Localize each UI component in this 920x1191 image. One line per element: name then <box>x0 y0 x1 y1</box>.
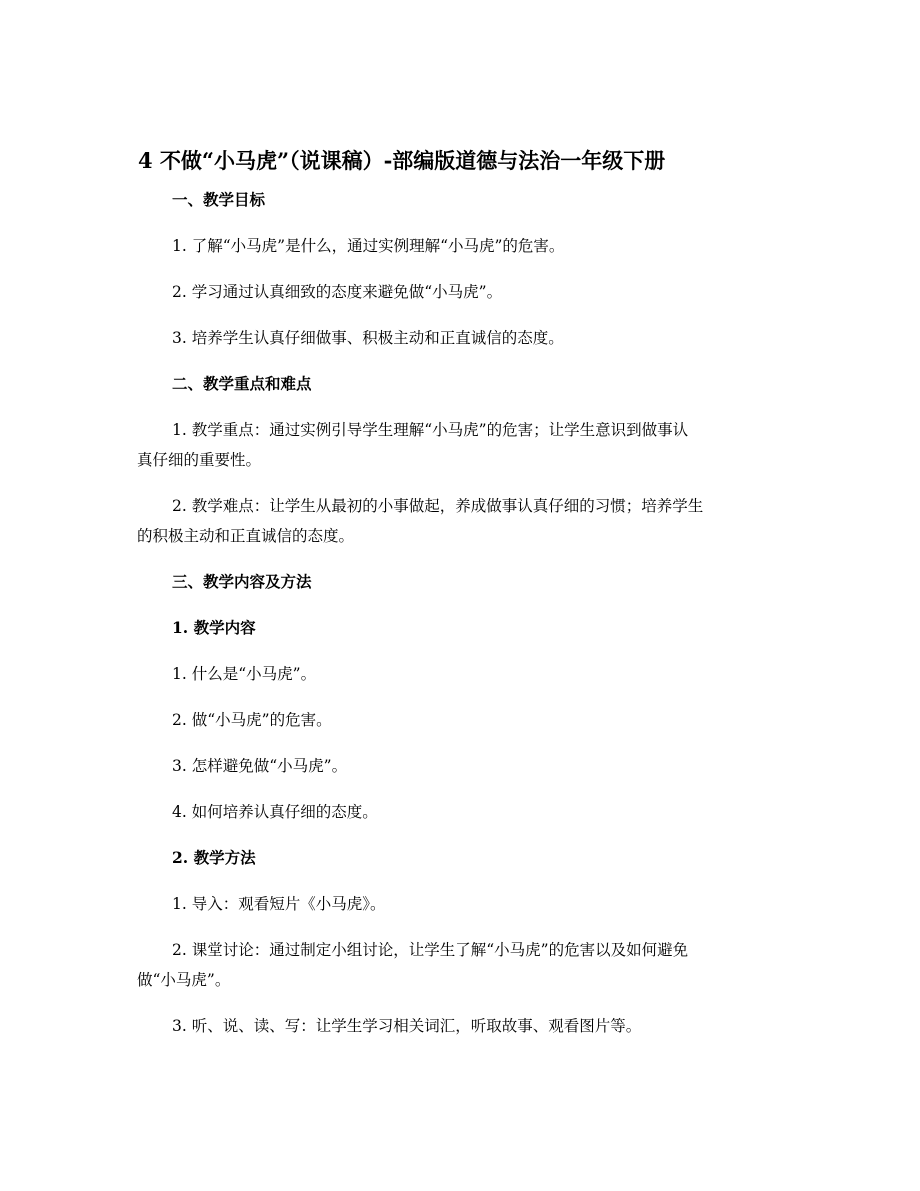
method-item-3: 3. 听、说、读、写：让学生学习相关词汇，听取故事、观看图片等。 <box>172 1017 642 1035</box>
method-item-2-line-2: 做“小马虎”。 <box>137 971 231 989</box>
content-item-2: 2. 做“小马虎”的危害。 <box>172 711 332 729</box>
key-point-item-2-line-2: 的积极主动和正直诚信的态度。 <box>137 527 355 545</box>
content-item-4: 4. 如何培养认真仔细的态度。 <box>172 803 378 821</box>
content-item-1: 1. 什么是“小马虎”。 <box>172 665 317 683</box>
method-item-2-line-1: 2. 课堂讨论：通过制定小组讨论，让学生了解“小马虎”的危害以及如何避免 <box>172 941 689 959</box>
section-heading-objectives: 一、教学目标 <box>172 190 266 209</box>
content-item-3: 3. 怎样避免做“小马虎”。 <box>172 757 348 775</box>
section-heading-content-methods: 三、教学内容及方法 <box>172 572 312 591</box>
objective-item-1: 1. 了解“小马虎”是什么，通过实例理解“小马虎”的危害。 <box>172 237 565 255</box>
key-point-item-2-line-1: 2. 教学难点：让学生从最初的小事做起，养成做事认真仔细的习惯；培养学生 <box>172 497 704 515</box>
document-title: 4 不做“小马虎”（说课稿）-部编版道德与法治一年级下册 <box>138 148 666 173</box>
objective-item-2: 2. 学习通过认真细致的态度来避免做“小马虎”。 <box>172 283 503 301</box>
subsection-heading-content: 1. 教学内容 <box>172 618 256 637</box>
key-point-item-1-line-1: 1. 教学重点：通过实例引导学生理解“小马虎”的危害；让学生意识到做事认 <box>172 421 689 439</box>
subsection-heading-methods: 2. 教学方法 <box>172 848 256 867</box>
objective-item-3: 3. 培养学生认真仔细做事、积极主动和正直诚信的态度。 <box>172 329 564 347</box>
method-item-1: 1. 导入：观看短片《小马虎》。 <box>172 895 386 913</box>
section-heading-key-points: 二、教学重点和难点 <box>172 374 312 393</box>
key-point-item-1-line-2: 真仔细的重要性。 <box>137 451 262 469</box>
